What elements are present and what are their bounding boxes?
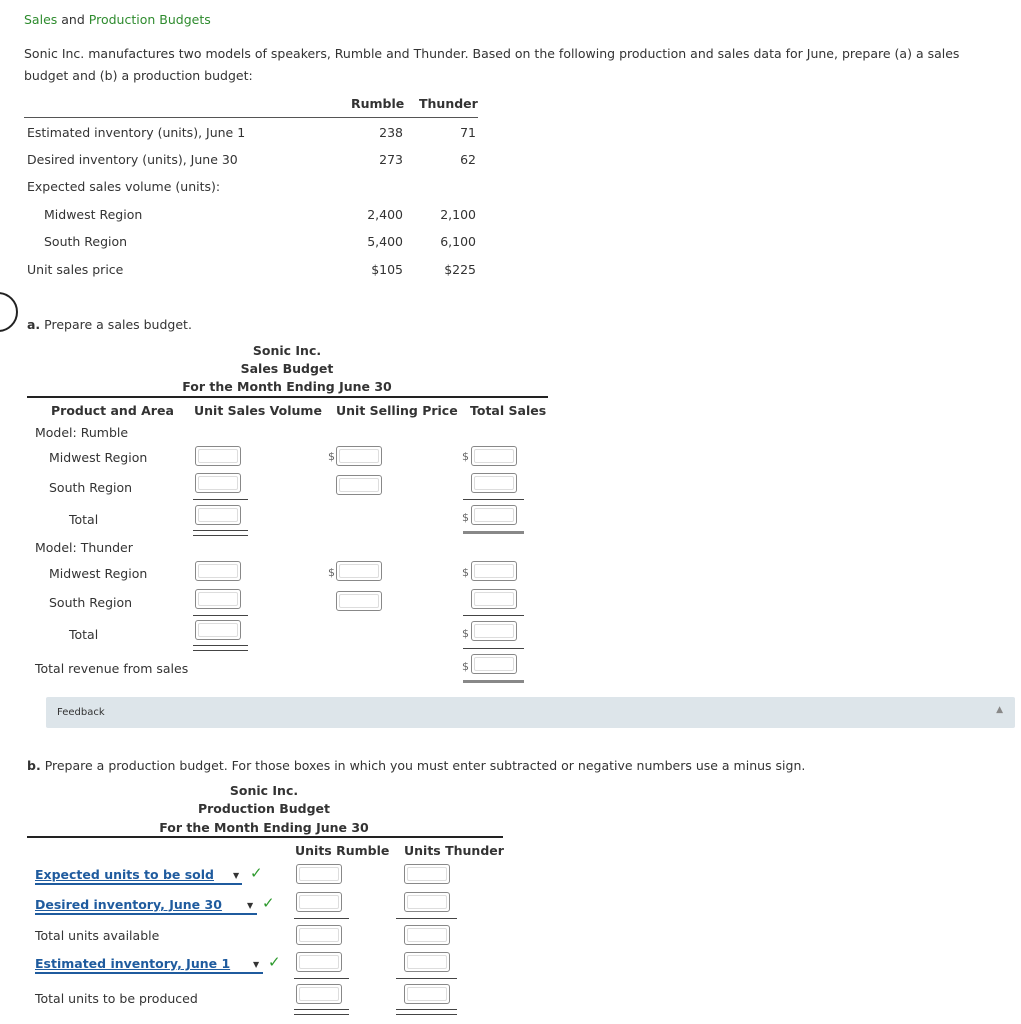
thunder-sum-underline (396, 918, 457, 919)
thunder-midwest-price-input[interactable] (336, 561, 382, 581)
thunder-total-double-rule (396, 1009, 457, 1015)
estimated-inventory-select[interactable]: Estimated inventory, June 1 (35, 956, 263, 974)
rumble-midwest-price-input[interactable] (336, 446, 382, 466)
row-v1: 2,400 (367, 207, 403, 222)
row-label: Midwest Region (44, 207, 143, 222)
thunder-midwest-label: Midwest Region (49, 566, 148, 581)
rumble-midwest-label: Midwest Region (49, 450, 148, 465)
rumble-diff-underline (294, 978, 349, 979)
feedback-label: Feedback (57, 707, 105, 718)
row-v2: 62 (460, 152, 476, 167)
thunder-total-sales-dollar: $ (462, 627, 469, 640)
expected-units-caret-icon[interactable]: ▼ (233, 871, 240, 880)
row-v2: 71 (460, 125, 476, 140)
thunder-total-sales-input[interactable] (471, 621, 517, 641)
rumble-midwest-sales-input[interactable] (471, 446, 517, 466)
check-icon: ✓ (262, 894, 275, 912)
prod-period: For the Month Ending June 30 (159, 820, 369, 835)
part-b-letter: b. (27, 758, 41, 773)
rumble-midwest-sales-dollar: $ (462, 450, 469, 463)
part-a-text: Prepare a sales budget. (44, 317, 192, 332)
check-icon: ✓ (268, 953, 281, 971)
page-title (24, 12, 211, 27)
rumble-total-volume-input[interactable] (195, 505, 241, 525)
prod-company: Sonic Inc. (229, 783, 299, 798)
col-units-thunder: Units Thunder (404, 843, 504, 858)
rumble-south-price-input[interactable] (336, 475, 382, 495)
prod-report-name: Production Budget (197, 801, 331, 816)
rumble-south-volume-input[interactable] (195, 473, 241, 493)
total-revenue-input[interactable] (471, 654, 517, 674)
desired-inventory-caret-icon[interactable]: ▼ (247, 901, 254, 910)
row-v1: 273 (379, 152, 403, 167)
rumble-midwest-volume-input[interactable] (195, 446, 241, 466)
data-table-rule (24, 117, 478, 118)
total-revenue-dollar: $ (462, 660, 469, 673)
thunder-volume-double-rule (193, 645, 248, 651)
thunder-total-label: Total (69, 627, 99, 642)
model-thunder-label: Model: Thunder (35, 540, 133, 555)
rumble-south-sales-input[interactable] (471, 473, 517, 493)
row-label: Estimated inventory (units), June 1 (27, 125, 246, 140)
thunder-volume-underline (193, 615, 248, 616)
row-label: South Region (44, 234, 128, 249)
total-revenue-double-rule (463, 680, 524, 683)
estimated-inventory-rumble-input[interactable] (296, 952, 342, 972)
part-a-marker (0, 292, 18, 332)
thunder-sales-underline (463, 615, 524, 616)
col-rumble: Rumble (351, 96, 405, 111)
total-revenue-label: Total revenue from sales (35, 661, 189, 676)
row-v2: $225 (444, 262, 476, 277)
estimated-inventory-caret-icon[interactable]: ▼ (253, 960, 260, 969)
title-production-link[interactable]: Production Budgets (88, 12, 211, 27)
total-available-rumble-input[interactable] (296, 925, 342, 945)
thunder-sales-underline-total (463, 648, 524, 649)
thunder-midwest-sales-dollar: $ (462, 566, 469, 579)
thunder-midwest-volume-input[interactable] (195, 561, 241, 581)
model-rumble-label: Model: Rumble (35, 425, 129, 440)
part-a-letter: a. (27, 317, 41, 332)
sales-report-name: Sales Budget (240, 361, 334, 376)
col-unit-sales-volume: Unit Sales Volume (194, 403, 322, 418)
thunder-south-volume-input[interactable] (195, 589, 241, 609)
intro-text: Sonic Inc. manufactures two models of speakers, Rumble and Thunder. Based on the following production and sales data for June, prepare (a) a sales budget and (b) a production budget: (24, 46, 960, 83)
rumble-midwest-price-dollar: $ (328, 450, 335, 463)
thunder-south-label: South Region (49, 595, 133, 610)
part-b-prompt (27, 758, 805, 773)
col-total-sales: Total Sales (470, 403, 547, 418)
col-thunder: Thunder (419, 96, 478, 111)
rumble-sales-double-rule (463, 531, 524, 534)
total-available-label: Total units available (35, 928, 160, 943)
row-v2: 6,100 (440, 234, 476, 249)
total-available-thunder-input[interactable] (404, 925, 450, 945)
thunder-south-price-input[interactable] (336, 591, 382, 611)
estimated-inventory-thunder-input[interactable] (404, 952, 450, 972)
title-and: and (61, 12, 85, 27)
sales-company: Sonic Inc. (252, 343, 322, 358)
col-unit-selling-price: Unit Selling Price (336, 403, 458, 418)
sales-header-rule (27, 396, 548, 398)
check-icon: ✓ (250, 864, 263, 882)
rumble-sum-underline (294, 918, 349, 919)
rumble-volume-double-rule (193, 530, 248, 536)
col-product-area: Product and Area (51, 403, 174, 418)
rumble-total-double-rule (294, 1009, 349, 1015)
expected-units-thunder-input[interactable] (404, 864, 450, 884)
rumble-south-label: South Region (49, 480, 133, 495)
row-v1: 238 (379, 125, 403, 140)
rumble-total-label: Total (69, 512, 99, 527)
total-produced-rumble-input[interactable] (296, 984, 342, 1004)
row-label: Expected sales volume (units): (27, 179, 221, 194)
total-produced-thunder-input[interactable] (404, 984, 450, 1004)
row-v1: 5,400 (367, 234, 403, 249)
rumble-total-sales-dollar: $ (462, 511, 469, 524)
row-label: Unit sales price (27, 262, 124, 277)
desired-inventory-select[interactable]: Desired inventory, June 30 (35, 897, 257, 915)
part-a-prompt (27, 317, 192, 332)
row-label: Desired inventory (units), June 30 (27, 152, 238, 167)
total-produced-label: Total units to be produced (35, 991, 198, 1006)
title-sales-link[interactable]: Sales (24, 12, 58, 27)
rumble-sales-underline (463, 499, 524, 500)
desired-inventory-thunder-input[interactable] (404, 892, 450, 912)
feedback-panel[interactable] (46, 697, 1015, 728)
thunder-south-sales-input[interactable] (471, 589, 517, 609)
rumble-total-sales-input[interactable] (471, 505, 517, 525)
prod-header-rule (27, 836, 503, 838)
thunder-midwest-price-dollar: $ (328, 566, 335, 579)
thunder-diff-underline (396, 978, 457, 979)
expected-units-rumble-input[interactable] (296, 864, 342, 884)
sales-period: For the Month Ending June 30 (182, 379, 392, 394)
rumble-volume-underline (193, 499, 248, 500)
part-b-text: Prepare a production budget. For those boxes in which you must enter subtracted or negative numbers use a minus sign. (44, 758, 806, 773)
expected-units-select[interactable]: Expected units to be sold (35, 867, 242, 885)
row-v2: 2,100 (440, 207, 476, 222)
thunder-total-volume-input[interactable] (195, 620, 241, 640)
col-units-rumble: Units Rumble (295, 843, 390, 858)
desired-inventory-rumble-input[interactable] (296, 892, 342, 912)
row-v1: $105 (371, 262, 403, 277)
collapse-triangle-icon[interactable]: ▲ (996, 705, 1003, 715)
thunder-midwest-sales-input[interactable] (471, 561, 517, 581)
